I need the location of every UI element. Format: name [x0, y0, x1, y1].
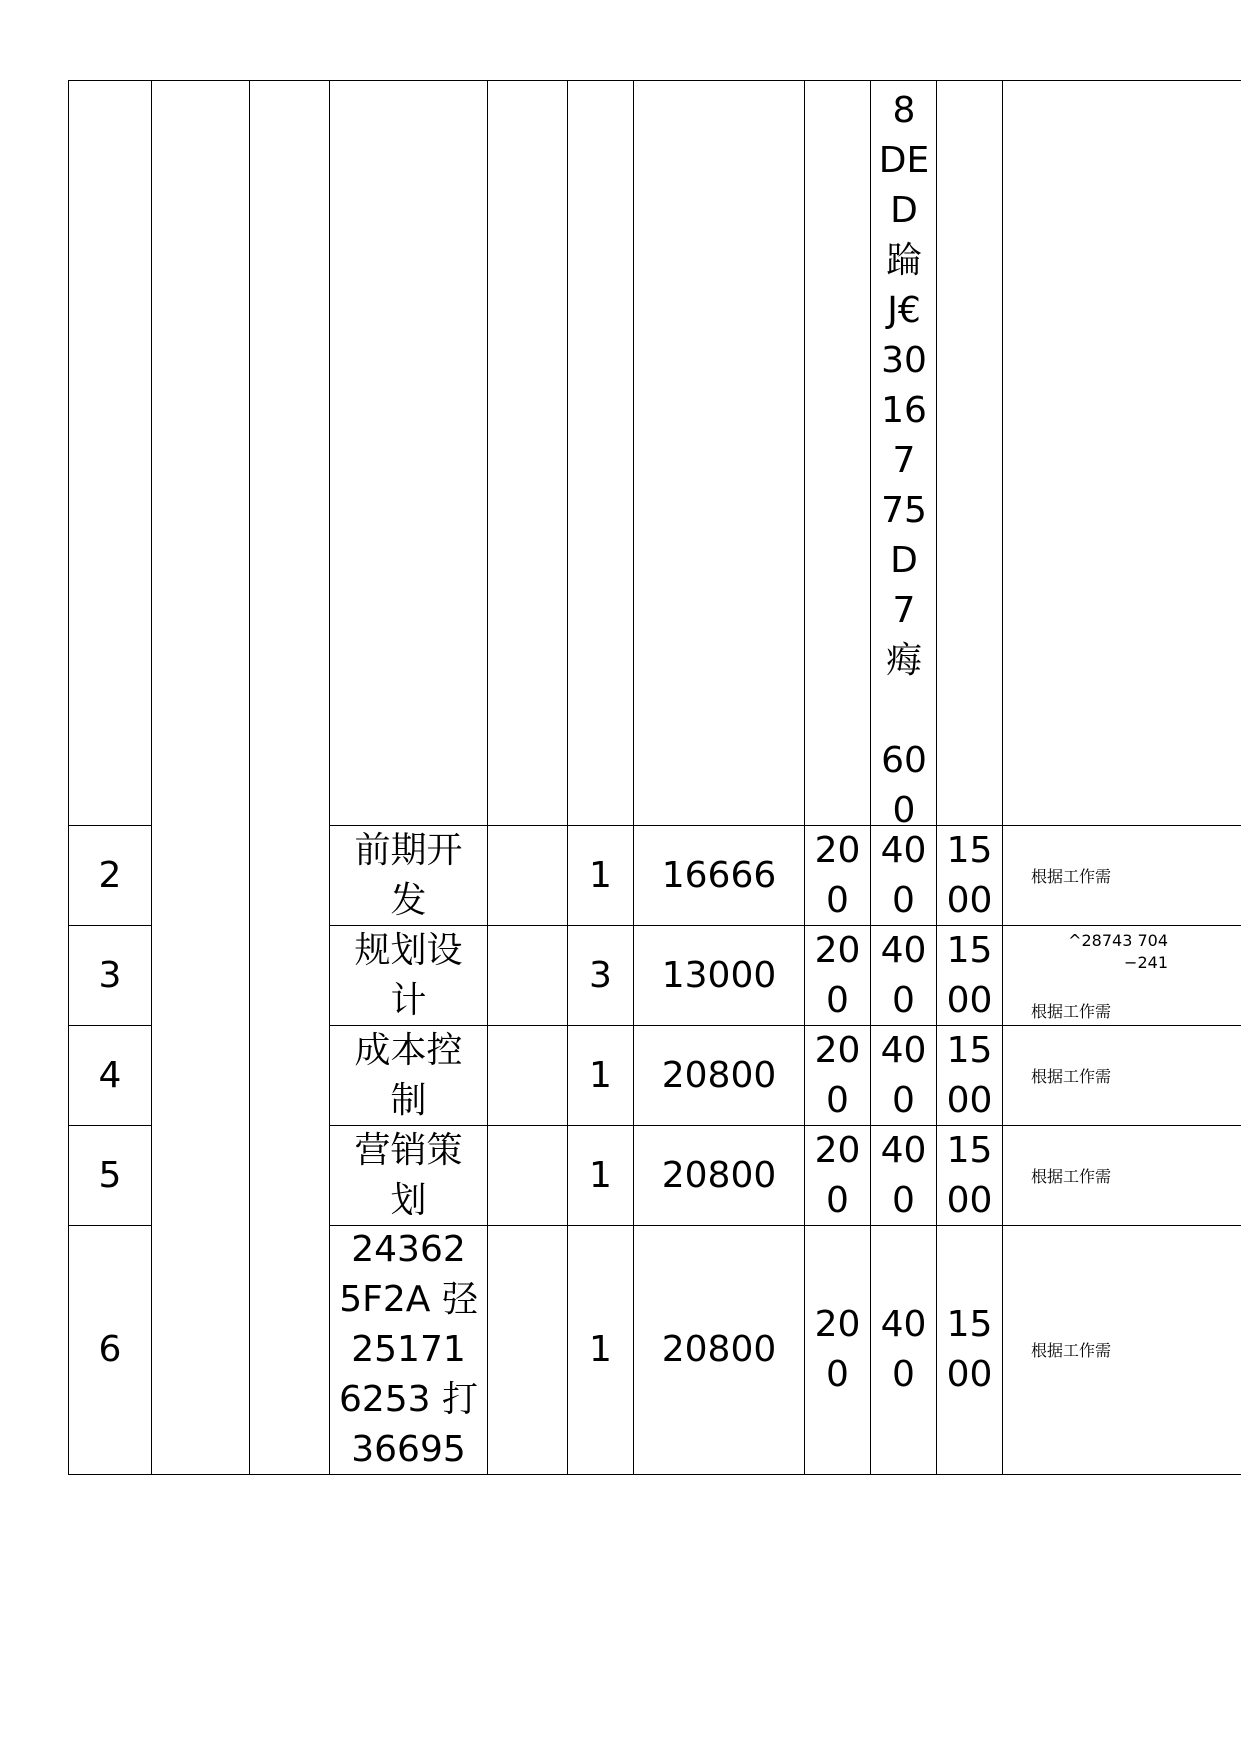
vertical-text-fragment: 16 — [881, 390, 927, 431]
amount: 20800 — [661, 1054, 777, 1096]
vertical-text-fragment — [871, 686, 937, 736]
vertical-text-fragment: 踚 — [885, 240, 922, 281]
vertical-text-fragment: J€ — [887, 290, 921, 331]
vertical-text-fragment: 7 — [892, 590, 916, 631]
grid-line — [249, 80, 250, 1475]
amount: 16666 — [661, 854, 777, 896]
quantity: 3 — [589, 954, 612, 996]
vertical-text-fragment: 30 — [881, 340, 927, 381]
item-name: 营销策 划 — [354, 1129, 463, 1221]
grid-line — [151, 80, 152, 1475]
value-col-1: 20 0 — [814, 829, 861, 921]
remark: 根据工作需 — [1031, 1067, 1112, 1086]
value-col-3: 15 00 — [946, 929, 993, 1021]
value-col-2: 40 0 — [880, 1304, 927, 1395]
quantity: 1 — [589, 854, 612, 896]
grid-line — [68, 80, 1241, 81]
value-col-1: 20 0 — [814, 1029, 861, 1121]
quantity: 1 — [589, 1154, 612, 1196]
remark: 根据工作需 — [1031, 867, 1112, 886]
value-col-1: 20 0 — [814, 929, 861, 1021]
remark-code: ^28743 704 −241 — [1068, 931, 1168, 972]
vertical-text-fragment: 痗 — [885, 640, 922, 681]
row-number: 2 — [98, 854, 122, 896]
vertical-text-fragment: 0 — [892, 790, 916, 831]
row-number: 5 — [98, 1154, 122, 1196]
item-name: 前期开 发 — [354, 829, 463, 921]
item-name: 24362 5F2A 弪 25171 6253 打 36695 — [338, 1229, 479, 1470]
remark: 根据工作需 — [1031, 1002, 1112, 1021]
quantity: 1 — [589, 1054, 612, 1096]
value-col-2: 40 0 — [880, 829, 927, 921]
item-name: 规划设 计 — [354, 929, 463, 1021]
value-col-3: 15 00 — [946, 829, 993, 921]
value-col-3: 15 00 — [946, 1029, 993, 1121]
value-col-3: 15 00 — [946, 1304, 993, 1395]
value-col-2: 40 0 — [880, 1129, 927, 1221]
value-col-2: 40 0 — [880, 1029, 927, 1121]
grid-line — [487, 80, 488, 1475]
remark: 根据工作需 — [1031, 1341, 1112, 1360]
remark: 根据工作需 — [1031, 1167, 1112, 1186]
value-col-2: 40 0 — [880, 929, 927, 1021]
amount: 20800 — [661, 1154, 777, 1196]
amount: 13000 — [661, 954, 777, 996]
vertical-text-fragment: 7 — [892, 440, 916, 481]
vertical-text-fragment: D — [890, 540, 918, 581]
row-number: 4 — [98, 1054, 122, 1096]
value-col-3: 15 00 — [946, 1129, 993, 1221]
vertical-text-fragment: 8 — [892, 90, 916, 131]
value-col-1: 20 0 — [814, 1304, 861, 1395]
vertical-text-fragment: 60 — [881, 740, 927, 781]
vertical-text-fragment: D — [890, 190, 918, 231]
value-col-1: 20 0 — [814, 1129, 861, 1221]
vertical-text-fragment: DE — [878, 140, 930, 181]
grid-line — [1002, 80, 1003, 1475]
quantity: 1 — [589, 1329, 612, 1370]
top-row-vertical-text — [871, 86, 937, 836]
item-name: 成本控 制 — [354, 1029, 463, 1121]
vertical-text-fragment: 75 — [881, 490, 927, 531]
grid-line — [68, 1474, 1241, 1475]
row-number: 6 — [98, 1329, 122, 1370]
row-number: 3 — [98, 954, 122, 996]
amount: 20800 — [661, 1329, 777, 1370]
